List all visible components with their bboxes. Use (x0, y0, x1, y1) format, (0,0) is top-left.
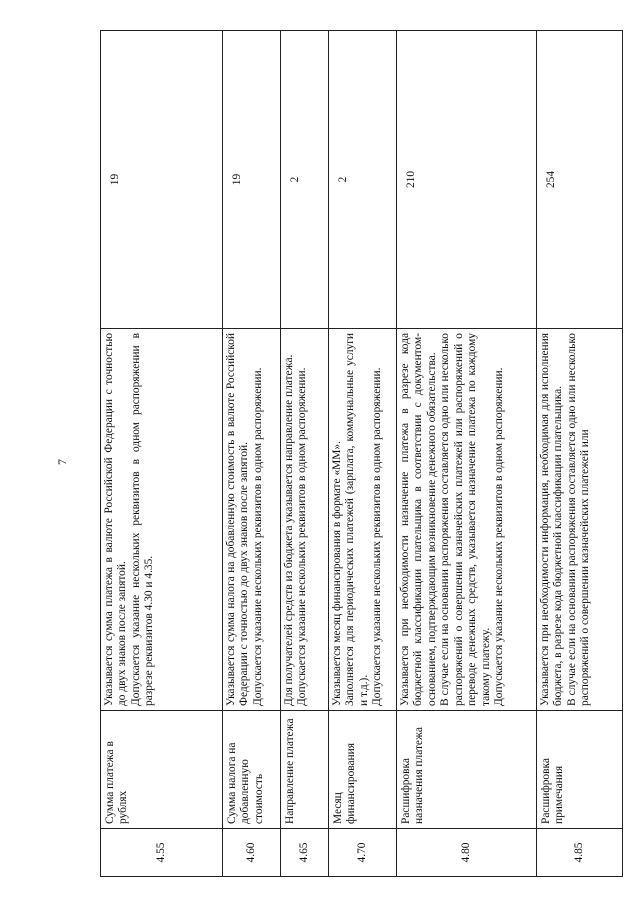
row-description (101, 329, 223, 711)
rotated-table-container (100, 31, 622, 877)
row-number: 4.55 (101, 829, 223, 877)
description-paragraph: Допускается указание нескольких реквизитов в одном распоряжении. (371, 367, 384, 706)
description-paragraph: Допускается указание нескольких реквизитов в одном распоряжении. (251, 367, 264, 706)
row-name: Сумма налога на добавленную стоимость (223, 711, 281, 829)
row-name: Направление платежа (281, 711, 329, 829)
description-paragraph: Указывается месяц финансирования в формате «ММ». (331, 441, 343, 706)
row-number: 4.65 (281, 829, 329, 877)
row-description (329, 329, 397, 711)
description-paragraph: В случае если на основании распоряжения составляется одно или несколько распоряжений о совершении казначейских платежей или (565, 333, 592, 706)
table-row (537, 31, 623, 877)
row-name: Расшифровка примечания (537, 711, 623, 829)
row-length: 2 (281, 31, 329, 329)
description-paragraph: Указывается сумма платежа в валюте Российской Федерации с точностью до двух знаков после запятой. (103, 333, 129, 706)
description-paragraph: Заполняется для периодических платежей (зарплата, коммунальные услуги и т.д.). (344, 333, 370, 706)
row-name: Сумма платежа в рублях (101, 711, 223, 829)
row-length: 19 (223, 31, 281, 329)
table-row (281, 31, 329, 877)
description-paragraph: Для получателей средств из бюджета указывается направление платежа. (283, 354, 295, 706)
row-description (537, 329, 623, 711)
description-paragraph: Допускается указание нескольких реквизитов в одном распоряжении в разрезе реквизитов 4.30 и 4.35. (129, 333, 156, 706)
row-number: 4.80 (397, 829, 537, 877)
description-paragraph: Указывается при необходимости назначение платежа в разрезе кода бюджетной классификации плательщика в соответствии с документом-основанием, подтверждающим возникновение денежного обязательства. (399, 333, 438, 706)
row-length: 210 (397, 31, 537, 329)
description-paragraph: Допускается указание нескольких реквизитов в одном распоряжении. (493, 367, 506, 706)
table-row (397, 31, 537, 877)
description-paragraph: Указывается при необходимости информация, необходимая для исполнения бюджета, в разрезе кода бюджетной классификации плательщика. (539, 333, 565, 706)
table-row (223, 31, 281, 877)
row-name: Месяц финансирования (329, 711, 397, 829)
row-number: 4.70 (329, 829, 397, 877)
row-name: Расшифровка назначения платежа (397, 711, 537, 829)
page-number: 7 (55, 459, 69, 465)
requisites-table (100, 30, 623, 877)
row-length: 19 (101, 31, 223, 329)
description-paragraph: В случае если на основании распоряжения составляется одно или несколько распоряжений о совершении казначейских платежей или распоряжений о переводе денежных средств, указывается назначение платежа по каждому такому платежу. (439, 333, 492, 706)
row-number: 4.85 (537, 829, 623, 877)
row-length: 2 (329, 31, 397, 329)
description-paragraph: Указывается сумма налога на добавленную стоимость в валюте Российской Федерации с точностью до двух знаков после запятой. (225, 333, 251, 706)
row-length: 254 (537, 31, 623, 329)
table-row (329, 31, 397, 877)
row-description (397, 329, 537, 711)
row-description (281, 329, 329, 711)
row-number: 4.60 (223, 829, 281, 877)
row-description (223, 329, 281, 711)
table-row (101, 31, 223, 877)
description-paragraph: Допускается указание нескольких реквизитов в одном распоряжении. (296, 367, 309, 706)
